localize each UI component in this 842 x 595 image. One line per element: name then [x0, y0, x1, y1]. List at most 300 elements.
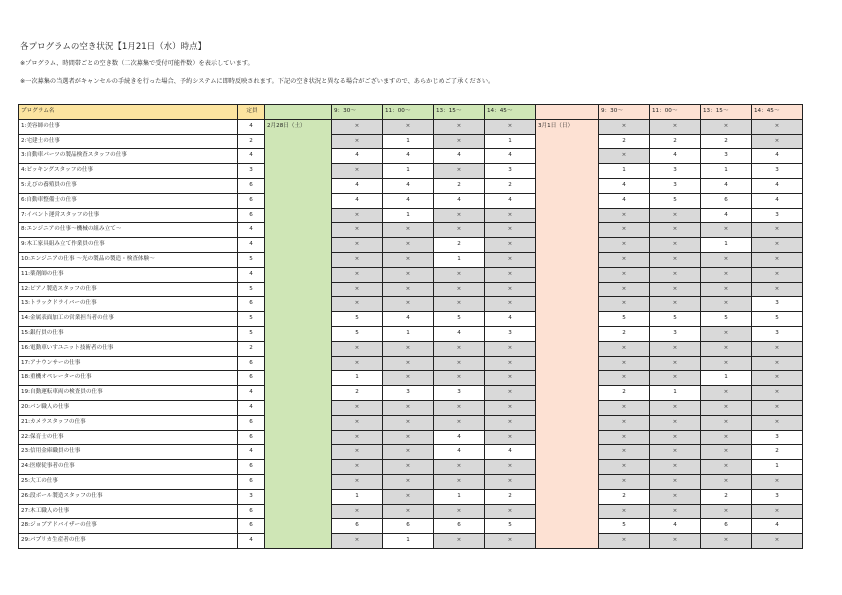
table-row — [19, 326, 803, 341]
capacity-cell: 4 — [238, 267, 265, 282]
availability-cell: 2 — [332, 386, 383, 401]
program-name: 11:薬剤師の仕事 — [19, 267, 238, 282]
availability-cell: × — [485, 430, 536, 445]
program-name: 10:エンジニアの仕事 ～光の製品の製造・検査体験～ — [19, 252, 238, 267]
availability-cell: × — [599, 415, 650, 430]
table-row — [19, 252, 803, 267]
availability-cell: 6 — [701, 193, 752, 208]
availability-cell: × — [332, 356, 383, 371]
program-name: 7:イベント運営スタッフの仕事 — [19, 208, 238, 223]
availability-cell: × — [383, 282, 434, 297]
table-row — [19, 267, 803, 282]
availability-cell: 5 — [701, 312, 752, 327]
availability-cell: 4 — [332, 149, 383, 164]
availability-cell: × — [752, 415, 803, 430]
availability-cell: 4 — [332, 193, 383, 208]
availability-cell: × — [434, 297, 485, 312]
availability-cell: × — [485, 415, 536, 430]
table-row — [19, 134, 803, 149]
availability-cell: 2 — [485, 178, 536, 193]
capacity-cell: 6 — [238, 474, 265, 489]
time-slot-header: 9：30～ — [332, 105, 383, 120]
availability-cell: 2 — [650, 134, 701, 149]
availability-cell: × — [599, 474, 650, 489]
availability-cell: × — [752, 267, 803, 282]
table-row — [19, 386, 803, 401]
availability-cell: 4 — [599, 178, 650, 193]
availability-cell: × — [752, 400, 803, 415]
availability-cell: × — [650, 252, 701, 267]
capacity-cell: 6 — [238, 208, 265, 223]
availability-cell: × — [701, 267, 752, 282]
availability-cell: × — [599, 445, 650, 460]
availability-cell: × — [434, 341, 485, 356]
capacity-cell: 4 — [238, 445, 265, 460]
program-name: 17:アナウンサーの仕事 — [19, 356, 238, 371]
availability-cell: × — [485, 223, 536, 238]
availability-cell: 3 — [752, 164, 803, 179]
availability-cell: 1 — [650, 386, 701, 401]
availability-cell: 4 — [752, 193, 803, 208]
availability-cell: × — [485, 386, 536, 401]
availability-cell: × — [434, 474, 485, 489]
availability-cell: × — [383, 223, 434, 238]
availability-cell: 1 — [383, 208, 434, 223]
availability-cell: 1 — [701, 164, 752, 179]
program-name: 15:銀行員の仕事 — [19, 326, 238, 341]
capacity-cell: 2 — [238, 134, 265, 149]
time-slot-header: 13：15～ — [701, 105, 752, 120]
availability-cell: × — [332, 134, 383, 149]
availability-cell: × — [434, 119, 485, 134]
availability-cell: × — [383, 504, 434, 519]
table-row — [19, 430, 803, 445]
date-label: 2月28日（土） — [265, 119, 332, 548]
availability-cell: × — [383, 430, 434, 445]
capacity-cell: 4 — [238, 534, 265, 549]
availability-cell: 2 — [485, 489, 536, 504]
availability-cell: × — [701, 474, 752, 489]
availability-cell: × — [485, 341, 536, 356]
capacity-cell: 6 — [238, 519, 265, 534]
availability-cell: × — [650, 489, 701, 504]
availability-cell: × — [332, 341, 383, 356]
availability-cell: × — [383, 252, 434, 267]
availability-cell: 1 — [383, 164, 434, 179]
availability-cell: × — [752, 356, 803, 371]
availability-cell: × — [383, 119, 434, 134]
availability-cell: × — [701, 356, 752, 371]
availability-cell: 3 — [650, 178, 701, 193]
availability-cell: × — [701, 460, 752, 475]
availability-cell: 4 — [752, 178, 803, 193]
availability-cell: × — [650, 474, 701, 489]
table-row — [19, 489, 803, 504]
program-name: 12:ピアノ製造スタッフの仕事 — [19, 282, 238, 297]
availability-cell: × — [599, 252, 650, 267]
availability-cell: 1 — [434, 252, 485, 267]
capacity-cell: 5 — [238, 326, 265, 341]
program-name: 8:エンジニアの仕事～機械の組み立て～ — [19, 223, 238, 238]
date-header-spacer — [536, 105, 599, 120]
availability-cell: × — [332, 445, 383, 460]
program-name: 23:信用金庫職員の仕事 — [19, 445, 238, 460]
availability-cell: × — [599, 297, 650, 312]
availability-cell: 5 — [485, 519, 536, 534]
availability-cell: 4 — [434, 430, 485, 445]
availability-cell: × — [599, 282, 650, 297]
capacity-cell: 6 — [238, 504, 265, 519]
program-name: 1:美容師の仕事 — [19, 119, 238, 134]
program-name: 18:重機オペレーターの仕事 — [19, 371, 238, 386]
availability-cell: × — [485, 371, 536, 386]
table-row — [19, 474, 803, 489]
availability-cell: × — [383, 341, 434, 356]
availability-cell: × — [485, 282, 536, 297]
availability-cell: 5 — [332, 312, 383, 327]
availability-cell: × — [485, 238, 536, 253]
table-row — [19, 415, 803, 430]
program-name: 13:トラックドライバーの仕事 — [19, 297, 238, 312]
availability-cell: × — [332, 415, 383, 430]
availability-cell: 2 — [434, 238, 485, 253]
availability-cell: 1 — [752, 460, 803, 475]
availability-cell: × — [650, 297, 701, 312]
availability-cell: 5 — [332, 326, 383, 341]
availability-cell: × — [650, 119, 701, 134]
availability-cell: 2 — [599, 326, 650, 341]
availability-cell: × — [752, 474, 803, 489]
availability-cell: 6 — [383, 519, 434, 534]
availability-cell: × — [650, 208, 701, 223]
availability-cell: × — [650, 415, 701, 430]
availability-cell: × — [701, 119, 752, 134]
availability-cell: 3 — [434, 386, 485, 401]
program-name: 9:木工家具組み立て作業員の仕事 — [19, 238, 238, 253]
availability-cell: × — [599, 267, 650, 282]
availability-cell: 3 — [752, 489, 803, 504]
availability-cell: × — [434, 164, 485, 179]
availability-cell: × — [650, 534, 701, 549]
program-name: 14:金属表面加工の営業担当者の仕事 — [19, 312, 238, 327]
program-name: 25:大工の仕事 — [19, 474, 238, 489]
availability-cell: 3 — [485, 164, 536, 179]
availability-cell: 4 — [650, 519, 701, 534]
capacity-cell: 6 — [238, 430, 265, 445]
availability-cell: 6 — [434, 519, 485, 534]
program-name: 16:電動車いすユニット技術者の仕事 — [19, 341, 238, 356]
availability-cell: × — [701, 341, 752, 356]
availability-cell: × — [599, 119, 650, 134]
availability-cell: × — [752, 252, 803, 267]
availability-cell: 4 — [599, 193, 650, 208]
availability-cell: × — [599, 400, 650, 415]
availability-cell: 2 — [752, 445, 803, 460]
availability-cell: × — [434, 534, 485, 549]
capacity-cell: 6 — [238, 193, 265, 208]
program-name: 6:自動車整備士の仕事 — [19, 193, 238, 208]
availability-cell: 1 — [332, 371, 383, 386]
capacity-cell: 6 — [238, 178, 265, 193]
program-name: 26:段ボール製造スタッフの仕事 — [19, 489, 238, 504]
availability-cell: × — [383, 356, 434, 371]
availability-cell: × — [485, 119, 536, 134]
availability-cell: × — [485, 252, 536, 267]
availability-cell: × — [332, 460, 383, 475]
availability-cell: 1 — [701, 371, 752, 386]
program-name: 20:パン職人の仕事 — [19, 400, 238, 415]
time-slot-header: 14：45～ — [752, 105, 803, 120]
capacity-cell: 5 — [238, 252, 265, 267]
availability-cell: 2 — [599, 134, 650, 149]
availability-cell: × — [650, 341, 701, 356]
table-row — [19, 356, 803, 371]
program-name: 2:宅建士の仕事 — [19, 134, 238, 149]
availability-cell: 2 — [701, 489, 752, 504]
availability-cell: × — [332, 297, 383, 312]
availability-cell: 4 — [701, 178, 752, 193]
availability-cell: × — [383, 445, 434, 460]
availability-cell: 4 — [752, 149, 803, 164]
availability-cell: × — [650, 400, 701, 415]
capacity-cell: 4 — [238, 149, 265, 164]
availability-cell: 3 — [752, 208, 803, 223]
time-slot-header: 11：00～ — [650, 105, 701, 120]
availability-cell: 3 — [485, 326, 536, 341]
availability-cell: 5 — [599, 312, 650, 327]
availability-cell: 5 — [650, 312, 701, 327]
availability-cell: 1 — [332, 489, 383, 504]
availability-cell: 1 — [485, 134, 536, 149]
availability-cell: × — [332, 504, 383, 519]
availability-cell: × — [332, 267, 383, 282]
availability-cell: × — [650, 267, 701, 282]
availability-cell: 3 — [752, 297, 803, 312]
availability-cell: × — [752, 282, 803, 297]
date-header-spacer — [265, 105, 332, 120]
availability-cell: × — [599, 371, 650, 386]
capacity-cell: 5 — [238, 312, 265, 327]
availability-cell: 4 — [383, 178, 434, 193]
availability-cell: × — [599, 208, 650, 223]
availability-cell: × — [332, 282, 383, 297]
availability-cell: 2 — [599, 386, 650, 401]
availability-cell: × — [599, 341, 650, 356]
availability-cell: 4 — [701, 208, 752, 223]
availability-cell: 1 — [701, 238, 752, 253]
availability-cell: 4 — [752, 519, 803, 534]
availability-cell: × — [383, 371, 434, 386]
availability-cell: 4 — [650, 149, 701, 164]
availability-cell: × — [752, 371, 803, 386]
availability-cell: 4 — [434, 445, 485, 460]
availability-cell: × — [752, 238, 803, 253]
capacity-cell: 2 — [238, 341, 265, 356]
availability-cell: 2 — [701, 134, 752, 149]
availability-cell: × — [332, 223, 383, 238]
availability-cell: × — [650, 282, 701, 297]
availability-table — [18, 104, 803, 549]
availability-cell: × — [701, 326, 752, 341]
availability-cell: 5 — [434, 312, 485, 327]
availability-cell: 1 — [383, 326, 434, 341]
availability-cell: × — [332, 164, 383, 179]
availability-cell: × — [485, 504, 536, 519]
availability-cell: 4 — [485, 445, 536, 460]
availability-cell: × — [752, 504, 803, 519]
availability-cell: × — [701, 252, 752, 267]
availability-cell: × — [332, 474, 383, 489]
availability-cell: × — [434, 208, 485, 223]
availability-cell: × — [485, 460, 536, 475]
capacity-cell: 4 — [238, 238, 265, 253]
availability-cell: 5 — [752, 312, 803, 327]
availability-cell: × — [485, 356, 536, 371]
availability-cell: × — [332, 208, 383, 223]
table-row — [19, 445, 803, 460]
availability-cell: × — [599, 238, 650, 253]
header-row — [19, 105, 803, 120]
availability-cell: × — [383, 489, 434, 504]
capacity-cell: 6 — [238, 415, 265, 430]
time-slot-header: 9：30～ — [599, 105, 650, 120]
capacity-cell: 4 — [238, 386, 265, 401]
program-name: 21:カメラスタッフの仕事 — [19, 415, 238, 430]
availability-cell: × — [650, 356, 701, 371]
availability-cell: 1 — [383, 134, 434, 149]
availability-cell: 2 — [434, 178, 485, 193]
availability-cell: 4 — [434, 326, 485, 341]
availability-cell: 3 — [650, 164, 701, 179]
availability-cell: × — [434, 223, 485, 238]
table-row — [19, 312, 803, 327]
table-row — [19, 164, 803, 179]
availability-cell: × — [701, 534, 752, 549]
availability-cell: × — [701, 282, 752, 297]
program-header: プログラム名 — [19, 105, 238, 120]
capacity-cell: 6 — [238, 297, 265, 312]
table-row — [19, 178, 803, 193]
availability-cell: × — [650, 430, 701, 445]
availability-cell: × — [383, 460, 434, 475]
availability-cell: 3 — [650, 326, 701, 341]
availability-cell: × — [332, 119, 383, 134]
capacity-cell: 5 — [238, 282, 265, 297]
availability-cell: 4 — [383, 312, 434, 327]
availability-cell: × — [701, 415, 752, 430]
availability-cell: × — [650, 238, 701, 253]
availability-cell: × — [752, 223, 803, 238]
time-slot-header: 11：00～ — [383, 105, 434, 120]
availability-cell: × — [599, 430, 650, 445]
program-name: 24:医療従事者の仕事 — [19, 460, 238, 475]
availability-cell: × — [434, 400, 485, 415]
availability-cell: × — [701, 386, 752, 401]
page-title: 各プログラムの空き状況【1月21日（水）時点】 — [20, 42, 207, 52]
capacity-cell: 6 — [238, 371, 265, 386]
availability-cell: 3 — [383, 386, 434, 401]
availability-cell: × — [650, 460, 701, 475]
availability-cell: × — [383, 238, 434, 253]
availability-cell: × — [650, 371, 701, 386]
program-name: 5:えびの養殖員の仕事 — [19, 178, 238, 193]
availability-cell: × — [332, 400, 383, 415]
availability-cell: 4 — [434, 149, 485, 164]
availability-cell: × — [434, 282, 485, 297]
availability-cell: × — [650, 504, 701, 519]
table-row — [19, 504, 803, 519]
note-line: ※プログラム、時間帯ごとの空き数（二次募集で受付可能件数）を表示しています。 — [20, 60, 254, 67]
availability-cell: × — [599, 223, 650, 238]
availability-cell: × — [599, 460, 650, 475]
availability-cell: × — [599, 534, 650, 549]
availability-cell: 3 — [752, 326, 803, 341]
availability-cell: × — [485, 267, 536, 282]
availability-cell: 5 — [599, 519, 650, 534]
capacity-header: 定員 — [238, 105, 265, 120]
table-row — [19, 238, 803, 253]
table-row — [19, 193, 803, 208]
availability-cell: 4 — [485, 312, 536, 327]
availability-cell: × — [383, 415, 434, 430]
availability-cell: × — [752, 119, 803, 134]
availability-cell: 3 — [752, 430, 803, 445]
availability-cell: × — [599, 149, 650, 164]
availability-cell: × — [434, 460, 485, 475]
table-row — [19, 341, 803, 356]
capacity-cell: 6 — [238, 460, 265, 475]
availability-cell: × — [752, 386, 803, 401]
time-slot-header: 13：15～ — [434, 105, 485, 120]
program-name: 3:自動車パーツの製品検査スタッフの仕事 — [19, 149, 238, 164]
availability-cell: 4 — [383, 149, 434, 164]
availability-cell: 4 — [434, 193, 485, 208]
table-row — [19, 534, 803, 549]
availability-cell: × — [752, 534, 803, 549]
program-name: 28:ジョブアドバイザーの仕事 — [19, 519, 238, 534]
availability-cell: × — [485, 208, 536, 223]
availability-cell: 3 — [701, 149, 752, 164]
availability-cell: × — [701, 223, 752, 238]
capacity-cell: 3 — [238, 164, 265, 179]
availability-cell: 1 — [383, 534, 434, 549]
availability-cell: 1 — [434, 489, 485, 504]
availability-cell: × — [332, 534, 383, 549]
table-row — [19, 282, 803, 297]
availability-cell: × — [434, 415, 485, 430]
availability-cell: × — [434, 371, 485, 386]
table-row — [19, 519, 803, 534]
date-label: 3月1日（日） — [536, 119, 599, 548]
availability-cell: 4 — [485, 193, 536, 208]
availability-cell: × — [650, 223, 701, 238]
availability-cell: × — [383, 400, 434, 415]
program-name: 22:保育士の仕事 — [19, 430, 238, 445]
availability-cell: 1 — [599, 164, 650, 179]
table-row — [19, 460, 803, 475]
time-slot-header: 14：45～ — [485, 105, 536, 120]
availability-cell: × — [485, 297, 536, 312]
availability-cell: × — [701, 504, 752, 519]
table-row — [19, 149, 803, 164]
availability-cell: 6 — [332, 519, 383, 534]
capacity-cell: 4 — [238, 119, 265, 134]
program-name: 19:自動運転車両の検査員の仕事 — [19, 386, 238, 401]
availability-cell: × — [383, 267, 434, 282]
availability-cell: × — [701, 297, 752, 312]
note-line: ※一次募集の当選者がキャンセルの手続きを行った場合、予約システムに即時反映されます。下記の空き状況と異なる場合がございますので、あらかじめご了承ください。 — [20, 78, 495, 85]
availability-cell: 2 — [599, 489, 650, 504]
